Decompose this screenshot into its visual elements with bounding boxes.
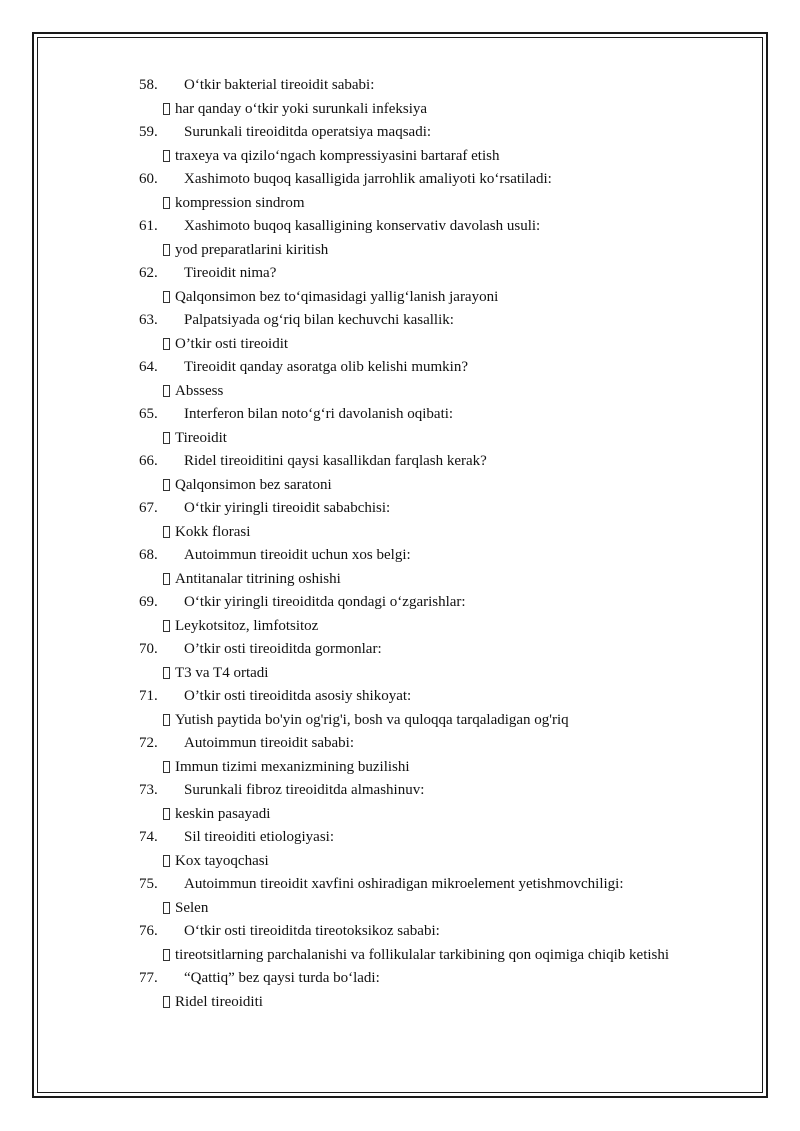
question-number: 75. <box>139 876 158 892</box>
question-line <box>0 732 800 756</box>
answer-line <box>0 944 800 968</box>
answer-text: T3 va T4 ortadi <box>175 664 269 681</box>
question-text: O’tkir osti tireoiditda asosiy shikoyat: <box>184 688 412 704</box>
question-text: O‘tkir osti tireoiditda tireotoksikoz sababi: <box>184 923 440 939</box>
question-text: O‘tkir yiringli tireoidit sababchisi: <box>184 500 391 516</box>
question-text: O‘tkir bakterial tireoidit sababi: <box>184 77 375 93</box>
question-number: 77. <box>139 970 158 986</box>
question-item <box>0 262 800 309</box>
question-number: 63. <box>139 312 158 328</box>
answer-line <box>0 991 800 1015</box>
answer-text: Tireoidit <box>175 429 227 446</box>
answer-line <box>0 897 800 921</box>
answer-line <box>0 286 800 310</box>
answer-line <box>0 333 800 357</box>
question-number: 64. <box>139 359 158 375</box>
answer-text: Kokk florasi <box>175 523 251 540</box>
answer-line <box>0 850 800 874</box>
question-text: Surunkali fibroz tireoiditda almashinuv: <box>184 782 425 798</box>
answer-line <box>0 803 800 827</box>
question-line <box>0 873 800 897</box>
answer-line <box>0 239 800 263</box>
answer-line <box>0 756 800 780</box>
question-text: Xashimoto buqoq kasalligining konservativ davolash usuli: <box>184 218 541 234</box>
answer-marker-icon <box>163 714 170 726</box>
answer-marker-icon <box>163 291 170 303</box>
question-item <box>0 356 800 403</box>
question-text: Tireoidit nima? <box>184 265 277 281</box>
question-text: Ridel tireoiditini qaysi kasallikdan farqlash kerak? <box>184 453 487 469</box>
answer-marker-icon <box>163 620 170 632</box>
answer-marker-icon <box>163 573 170 585</box>
answer-marker-icon <box>163 855 170 867</box>
answer-line <box>0 474 800 498</box>
question-line <box>0 74 800 98</box>
question-item <box>0 497 800 544</box>
question-text: Interferon bilan noto‘g‘ri davolanish oqibati: <box>184 406 454 422</box>
answer-text: keskin pasayadi <box>175 805 271 822</box>
answer-marker-icon <box>163 479 170 491</box>
answer-line <box>0 709 800 733</box>
answer-marker-icon <box>163 244 170 256</box>
answer-marker-icon <box>163 667 170 679</box>
answer-marker-icon <box>163 996 170 1008</box>
question-item <box>0 544 800 591</box>
answer-marker-icon <box>163 902 170 914</box>
answer-line <box>0 145 800 169</box>
question-text: Autoimmun tireoidit uchun xos belgi: <box>184 547 411 563</box>
question-item <box>0 685 800 732</box>
question-item <box>0 779 800 826</box>
question-item <box>0 168 800 215</box>
question-number: 72. <box>139 735 158 751</box>
answer-marker-icon <box>163 338 170 350</box>
answer-text: Qalqonsimon bez saratoni <box>175 476 332 493</box>
question-text: O’tkir osti tireoiditda gormonlar: <box>184 641 382 657</box>
question-number: 60. <box>139 171 158 187</box>
question-item <box>0 74 800 121</box>
question-number: 74. <box>139 829 158 845</box>
question-line <box>0 450 800 474</box>
question-text: Tireoidit qanday asoratga olib kelishi mumkin? <box>184 359 468 375</box>
question-line <box>0 309 800 333</box>
answer-text: Kox tayoqchasi <box>175 852 269 869</box>
answer-text: traxeya va qizilo‘ngach kompressiyasini bartaraf etish <box>175 147 500 164</box>
question-text: Xashimoto buqoq kasalligida jarrohlik amaliyoti ko‘rsatiladi: <box>184 171 552 187</box>
answer-text: Immun tizimi mexanizmining buzilishi <box>175 758 410 775</box>
question-number: 69. <box>139 594 158 610</box>
question-number: 73. <box>139 782 158 798</box>
question-item <box>0 309 800 356</box>
question-line <box>0 685 800 709</box>
question-number: 71. <box>139 688 158 704</box>
question-text: Autoimmun tireoidit xavfini oshiradigan mikroelement yetishmovchiligi: <box>184 876 624 892</box>
question-line <box>0 356 800 380</box>
question-number: 67. <box>139 500 158 516</box>
question-item <box>0 873 800 920</box>
answer-text: O’tkir osti tireoidit <box>175 335 289 352</box>
answer-marker-icon <box>163 808 170 820</box>
question-line <box>0 591 800 615</box>
question-number: 62. <box>139 265 158 281</box>
answer-marker-icon <box>163 949 170 961</box>
answer-text: Antitanalar titrining oshishi <box>175 570 341 587</box>
question-list <box>0 74 800 1014</box>
answer-line <box>0 380 800 404</box>
answer-marker-icon <box>163 197 170 209</box>
question-item <box>0 403 800 450</box>
question-line <box>0 967 800 991</box>
answer-line <box>0 615 800 639</box>
question-number: 68. <box>139 547 158 563</box>
answer-marker-icon <box>163 526 170 538</box>
question-line <box>0 403 800 427</box>
question-line <box>0 215 800 239</box>
question-item <box>0 920 800 967</box>
question-text: Palpatsiyada og‘riq bilan kechuvchi kasallik: <box>184 312 454 328</box>
question-number: 61. <box>139 218 158 234</box>
answer-line <box>0 427 800 451</box>
question-item <box>0 732 800 779</box>
answer-marker-icon <box>163 385 170 397</box>
answer-line <box>0 521 800 545</box>
question-item <box>0 967 800 1014</box>
question-line <box>0 779 800 803</box>
question-text: Autoimmun tireoidit sababi: <box>184 735 354 751</box>
answer-text: har qanday o‘tkir yoki surunkali infeksiya <box>175 100 428 117</box>
question-text: Sil tireoiditi etiologiyasi: <box>184 829 334 845</box>
answer-text: Ridel tireoiditi <box>175 993 263 1010</box>
question-item <box>0 450 800 497</box>
answer-text: Qalqonsimon bez to‘qimasidagi yallig‘lanish jarayoni <box>175 288 499 305</box>
question-line <box>0 121 800 145</box>
answer-text: Leykotsitoz, limfotsitoz <box>175 617 319 634</box>
question-line <box>0 168 800 192</box>
question-number: 70. <box>139 641 158 657</box>
question-item <box>0 121 800 168</box>
answer-text: tireotsitlarning parchalanishi va follikulalar tarkibining qon oqimiga chiqib ketishi <box>175 946 670 963</box>
question-line <box>0 544 800 568</box>
answer-line <box>0 98 800 122</box>
answer-marker-icon <box>163 150 170 162</box>
question-number: 59. <box>139 124 158 140</box>
answer-text: yod preparatlarini kiritish <box>175 241 329 258</box>
question-text: O‘tkir yiringli tireoiditda qondagi o‘zgarishlar: <box>184 594 466 610</box>
answer-marker-icon <box>163 761 170 773</box>
question-line <box>0 497 800 521</box>
question-text: “Qattiq” bez qaysi turda bo‘ladi: <box>184 970 380 986</box>
answer-line <box>0 192 800 216</box>
answer-text: kompression sindrom <box>175 194 305 211</box>
question-line <box>0 826 800 850</box>
answer-text: Selen <box>175 899 209 916</box>
question-item <box>0 215 800 262</box>
answer-line <box>0 568 800 592</box>
question-number: 65. <box>139 406 158 422</box>
question-item <box>0 826 800 873</box>
answer-marker-icon <box>163 432 170 444</box>
question-item <box>0 638 800 685</box>
question-number: 66. <box>139 453 158 469</box>
answer-line <box>0 662 800 686</box>
question-line <box>0 262 800 286</box>
question-number: 58. <box>139 77 158 93</box>
question-item <box>0 591 800 638</box>
question-line <box>0 920 800 944</box>
answer-text: Abssess <box>175 382 224 399</box>
answer-marker-icon <box>163 103 170 115</box>
question-text: Surunkali tireoiditda operatsiya maqsadi: <box>184 124 432 140</box>
question-number: 76. <box>139 923 158 939</box>
answer-text: Yutish paytida bo'yin og'rig'i, bosh va quloqqa tarqaladigan og'riq <box>175 711 569 728</box>
question-line <box>0 638 800 662</box>
